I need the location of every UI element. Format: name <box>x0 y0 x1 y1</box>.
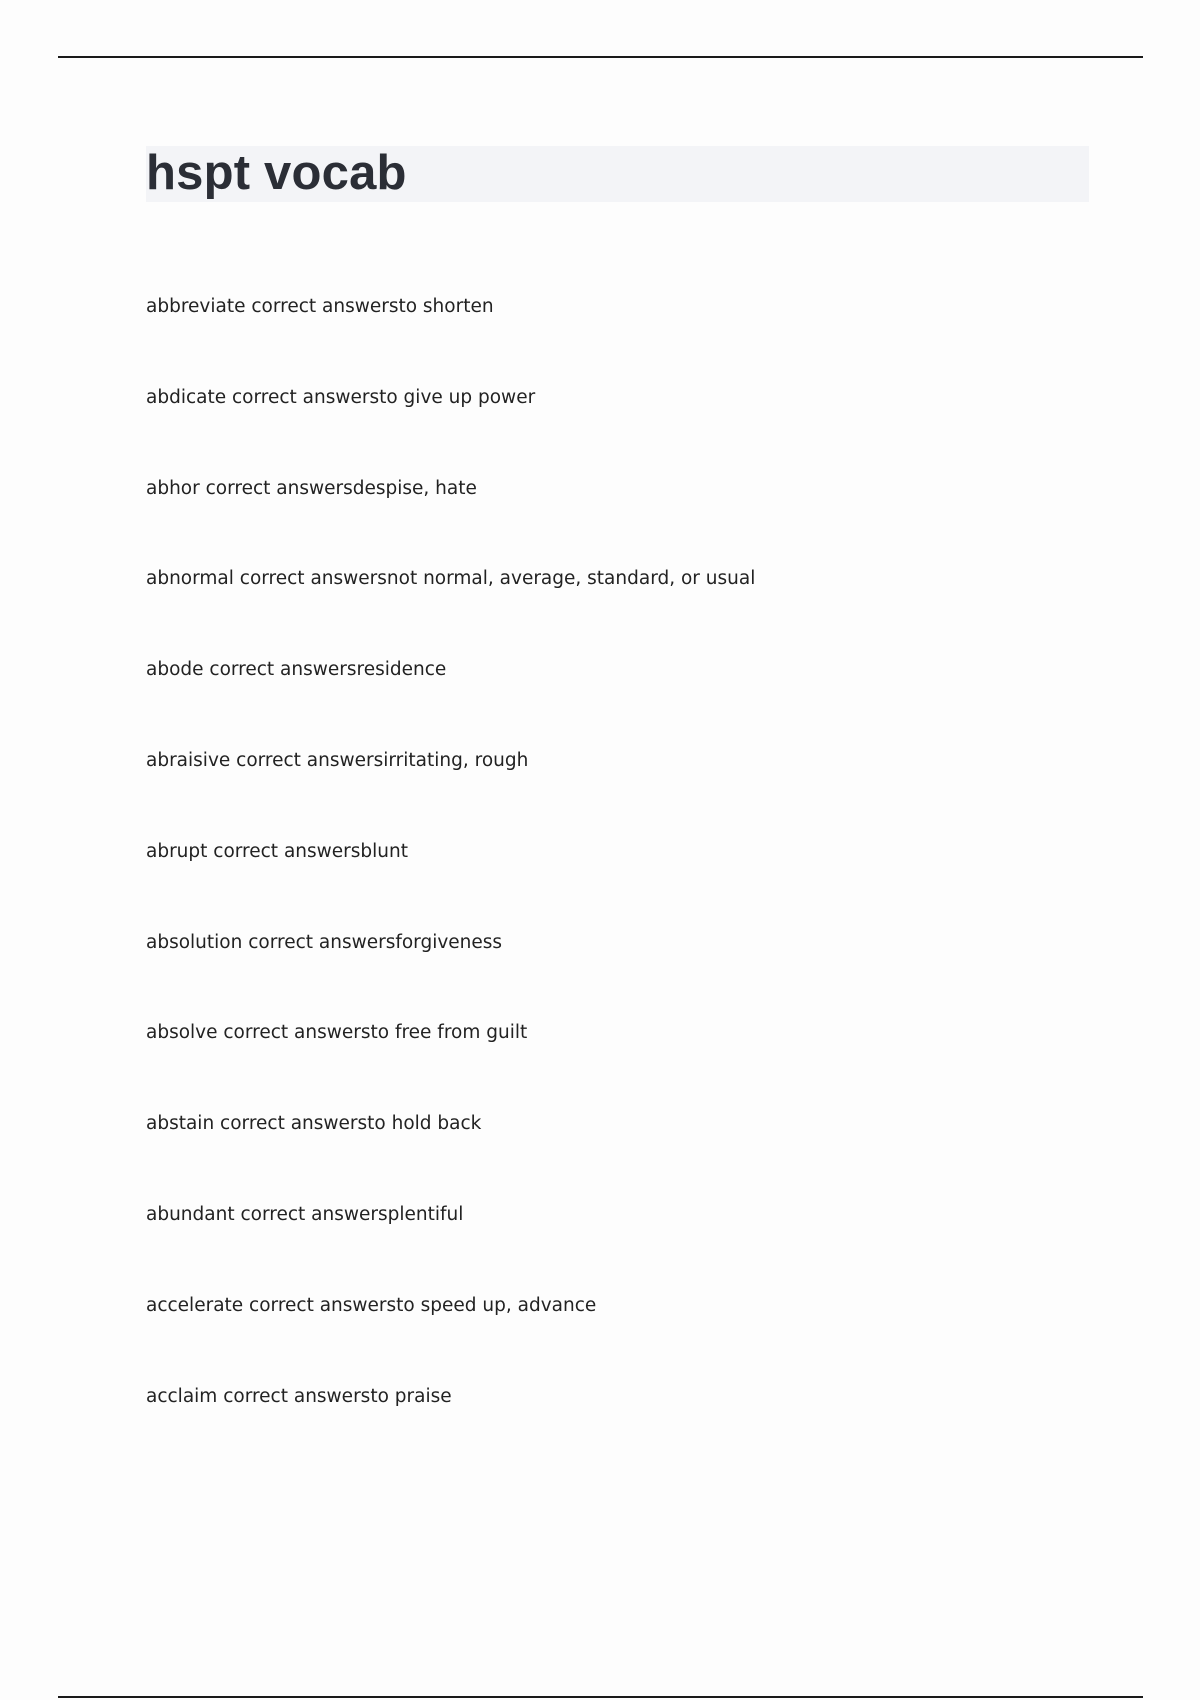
vocab-entry: abrupt correct answersblunt <box>146 840 408 862</box>
vocab-list <box>146 292 755 1472</box>
vocab-entry: abundant correct answersplentiful <box>146 1203 464 1225</box>
vocab-entry: abnormal correct answersnot normal, average, standard, or usual <box>146 568 756 590</box>
bottom-rule <box>58 1696 1143 1698</box>
vocab-entry: abhor correct answersdespise, hate <box>146 477 477 499</box>
vocab-entry: abdicate correct answersto give up power <box>146 386 536 408</box>
vocab-entry: abstain correct answersto hold back <box>146 1113 482 1135</box>
vocab-entry: absolution correct answersforgiveness <box>146 931 503 953</box>
vocab-entry: abode correct answersresidence <box>146 659 447 681</box>
vocab-entry: acclaim correct answersto praise <box>146 1385 452 1407</box>
vocab-entry: accelerate correct answersto speed up, advance <box>146 1294 597 1316</box>
vocab-entry: abbreviate correct answersto shorten <box>146 296 494 317</box>
document-title: hspt vocab <box>146 146 407 200</box>
vocab-entry: absolve correct answersto free from guilt <box>146 1022 528 1044</box>
vocab-entry: abraisive correct answersirritating, rough <box>146 749 529 771</box>
top-rule <box>58 56 1143 58</box>
